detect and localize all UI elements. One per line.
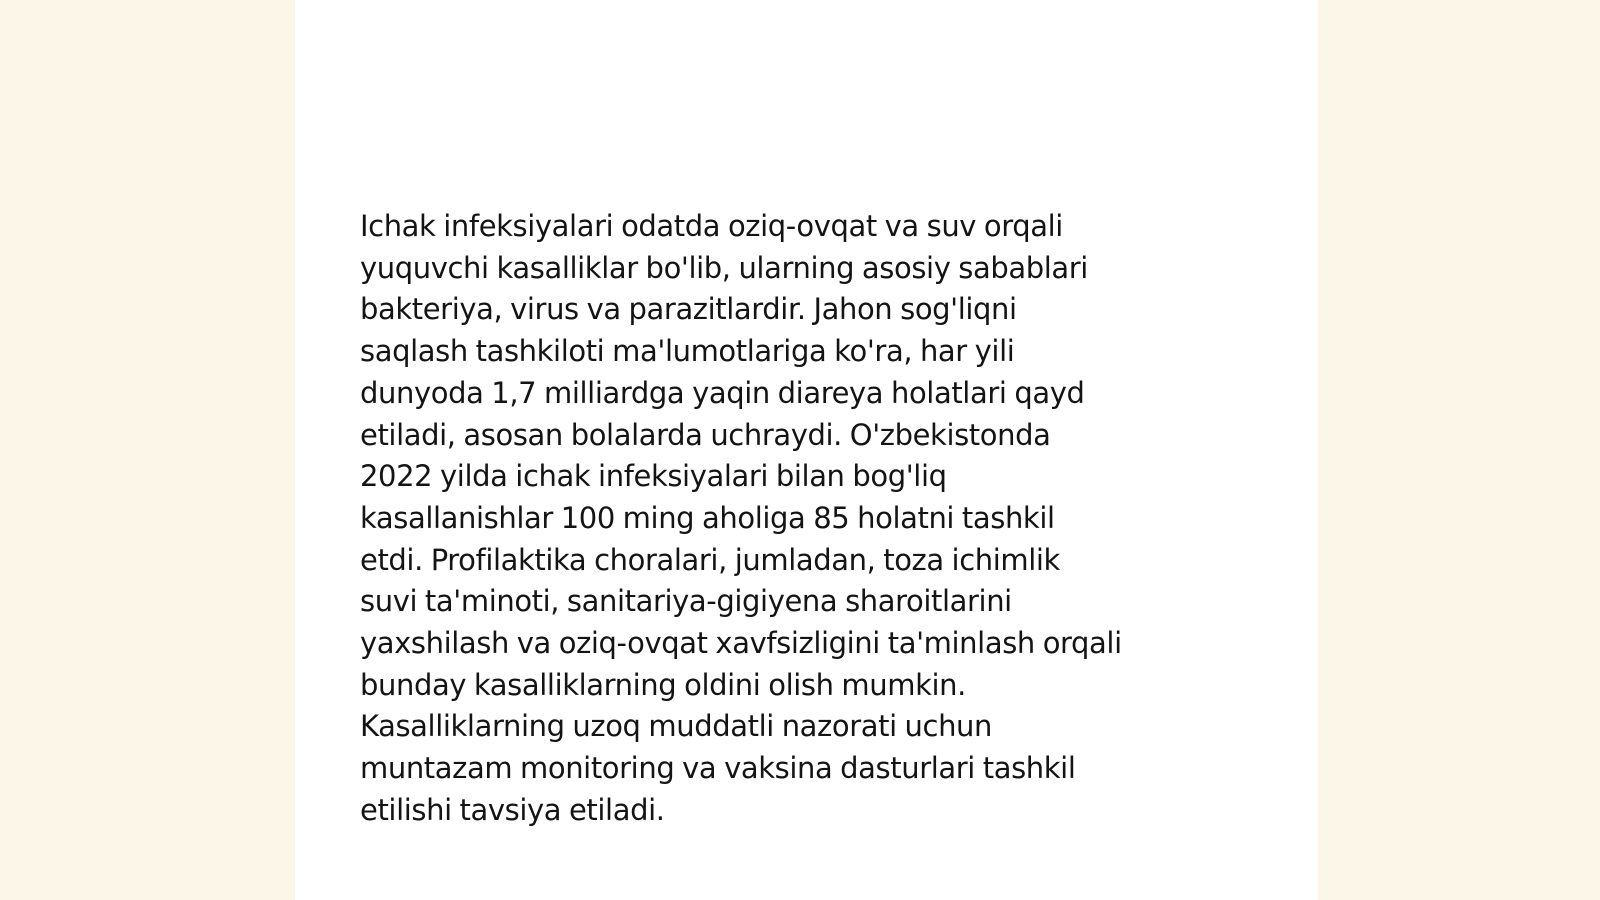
text-line: bakteriya, virus va parazitlardir. Jahon sog'liqni bbox=[360, 292, 1017, 327]
text-line: dunyoda 1,7 milliardga yaqin diareya holatlari qayd bbox=[360, 375, 1085, 410]
text-line: bunday kasalliklarning oldini olish mumkin. bbox=[360, 667, 966, 702]
text-line: 2022 yilda ichak infeksiyalari bilan bog'liq bbox=[360, 459, 947, 494]
text-line: Kasalliklarning uzoq muddatli nazorati uchun bbox=[360, 709, 993, 744]
body-paragraph bbox=[360, 206, 1240, 832]
text-line: muntazam monitoring va vaksina dasturlari tashkil bbox=[360, 751, 1076, 786]
text-line: suvi ta'minoti, sanitariya-gigiyena sharoitlarini bbox=[360, 584, 1012, 619]
text-line: Ichak infeksiyalari odatda oziq-ovqat va suv orqali bbox=[360, 209, 1063, 243]
text-line: saqlash tashkiloti ma'lumotlariga ko'ra, har yili bbox=[360, 334, 1015, 369]
document-page bbox=[295, 0, 1318, 900]
text-line: etiladi, asosan bolalarda uchraydi. O'zbekistonda bbox=[360, 417, 1051, 452]
text-line: kasallanishlar 100 ming aholiga 85 holatni tashkil bbox=[360, 500, 1055, 535]
text-line: yuquvchi kasalliklar bo'lib, ularning asosiy sabablari bbox=[360, 250, 1088, 285]
text-line: etilishi tavsiya etiladi. bbox=[360, 792, 665, 827]
text-line: etdi. Profilaktika choralari, jumladan, toza ichimlik bbox=[360, 542, 1060, 577]
text-line: yaxshilash va oziq-ovqat xavfsizligini ta'minlash orqali bbox=[360, 626, 1122, 661]
